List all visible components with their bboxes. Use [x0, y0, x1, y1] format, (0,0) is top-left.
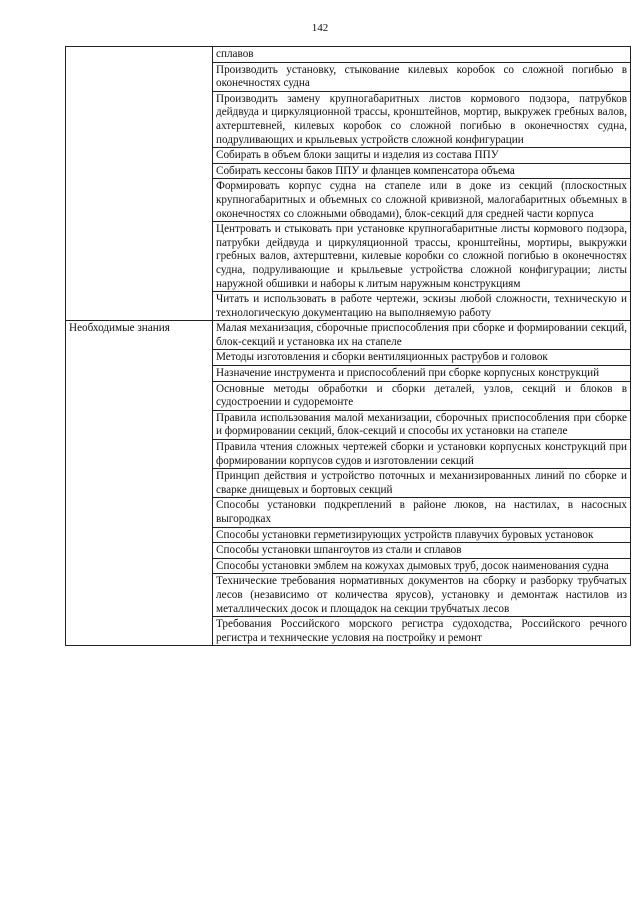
page-number: 142	[311, 22, 329, 34]
table-cell: Правила использования малой механизации, сборочных приспособления при сборке и формировании секций, блок-секций и способы их установки на стапеле	[213, 410, 631, 439]
document-table	[65, 46, 631, 646]
table-cell: сплавов	[213, 47, 631, 63]
table-cell: Формировать корпус судна на стапеле или в доке из секций (плоскостных крупногабаритных и объемных со сложной кривизной, малогабаритных объемных в оконечностях со сложными обводами), блок-секций для средней части корпуса	[213, 179, 631, 222]
empty-label-cell	[66, 47, 213, 321]
table-cell: Собирать кессоны баков ППУ и фланцев компенсатора объема	[213, 163, 631, 179]
table-cell: Собирать в объем блоки защиты и изделия из состава ППУ	[213, 148, 631, 164]
table-cell: Требования Российского морского регистра судоходства, Российского речного регистра и технические условия на постройку и ремонт	[213, 617, 631, 646]
table-cell: Назначение инструмента и приспособлений при сборке корпусных конструкций	[213, 366, 631, 382]
table-cell: Центровать и стыковать при установке крупногабаритные листы кормового подзора, патрубки дейдвуда и циркуляционной трассы, кронштейны, мортиры, выкружки гребных валов, ахтерштевни, килевые коробки со сложной погибью в оконечностях судна, подруливающие и крыльевые устройства сложной конфигурации; листы наружной обшивки и наборы к литым наружным конструкциям	[213, 222, 631, 292]
table-cell: Малая механизация, сборочные приспособления при сборке и формировании секций, блок-секций и установка их на стапеле	[213, 321, 631, 350]
table-cell: Производить замену крупногабаритных листов кормового подзора, патрубков дейдвуда и циркуляционной трассы, кронштейнов, мортир, выкружек гребных валов, ахтерштевней, килевых коробок со сложной погибью в оконечностях судна, подруливающих и крыльевых устройств сложной конфигурации	[213, 91, 631, 147]
table-row	[66, 47, 631, 63]
table-cell: Способы установки подкреплений в районе люков, на настилах, в насосных выгородках	[213, 498, 631, 527]
section-label-knowledge: Необходимые знания	[66, 321, 213, 646]
table-cell: Принцип действия и устройство поточных и механизированных линий по сборке и сварке днищевых и бортовых секций	[213, 469, 631, 498]
table-cell: Технические требования нормативных документов на сборку и разборку трубчатых лесов (независимо от количества ярусов), установку и демонтаж настилов из металлических досок и площадок на секции трубчатых лесов	[213, 574, 631, 617]
table-cell: Основные методы обработки и сборки деталей, узлов, секций и блоков в судостроении и судоремонте	[213, 381, 631, 410]
table-cell: Способы установки герметизирующих устройств плавучих буровых установок	[213, 527, 631, 543]
table-cell: Читать и использовать в работе чертежи, эскизы любой сложности, техническую и технологическую документацию на выполняемую работу	[213, 292, 631, 321]
table-cell: Способы установки эмблем на кожухах дымовых труб, досок наименования судна	[213, 558, 631, 574]
table-cell: Методы изготовления и сборки вентиляционных раструбов и головок	[213, 350, 631, 366]
table-row	[66, 321, 631, 350]
table-cell: Способы установки шпангоутов из стали и сплавов	[213, 543, 631, 559]
table-cell: Правила чтения сложных чертежей сборки и установки корпусных конструкций при формировании корпусов судов и изготовлении секций	[213, 440, 631, 469]
table-cell: Производить установку, стыкование килевых коробок со сложной погибью в оконечностях судна	[213, 62, 631, 91]
